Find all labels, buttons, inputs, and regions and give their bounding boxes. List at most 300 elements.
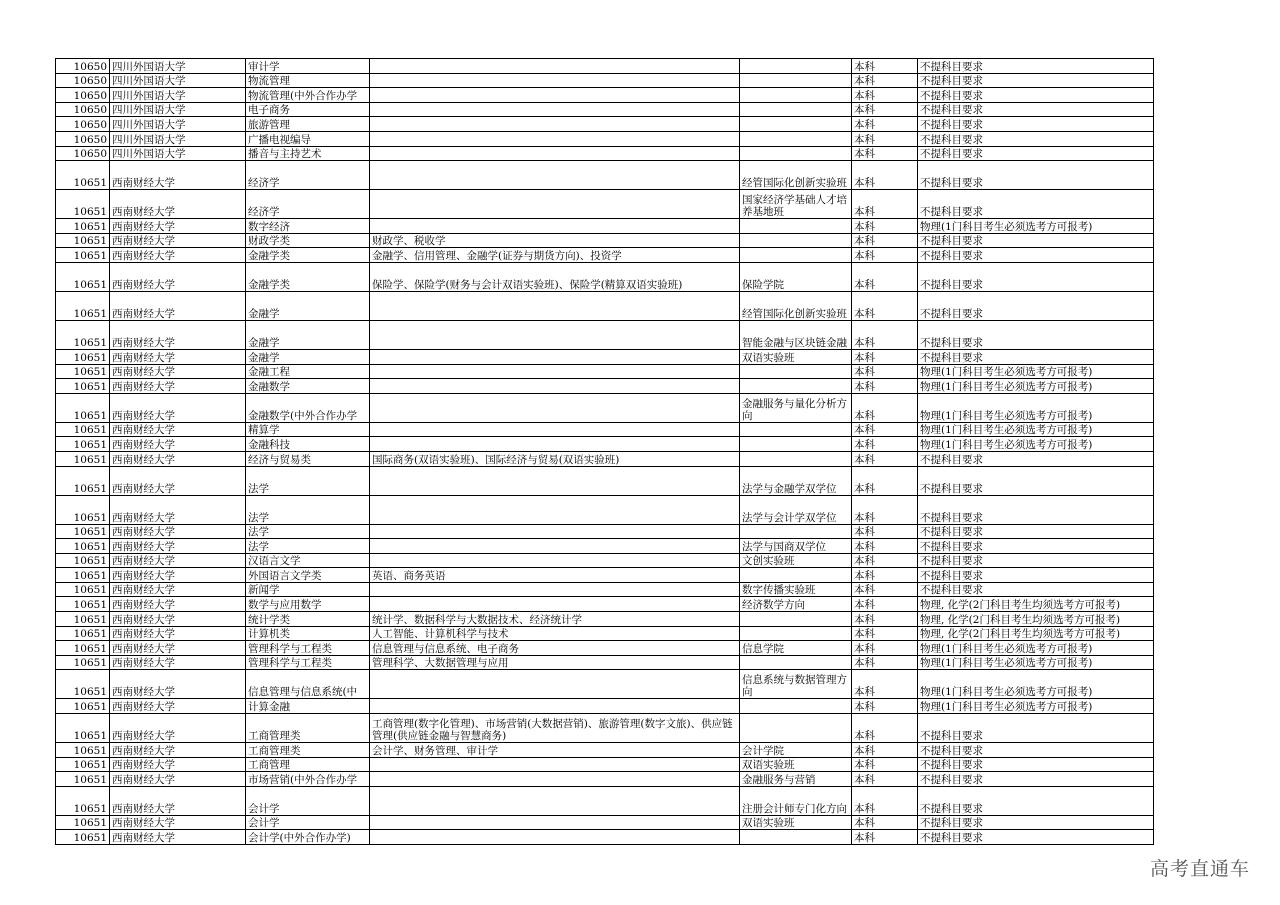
major-cell: 会计学 xyxy=(246,815,370,830)
school-code-cell: 10651 xyxy=(56,320,110,349)
major-cell: 会计学 xyxy=(246,786,370,815)
major-cell: 经济学 xyxy=(246,190,370,219)
remark-cell xyxy=(740,655,852,670)
school-code-cell: 10651 xyxy=(56,393,110,422)
school-code-cell: 10651 xyxy=(56,219,110,234)
school-code-cell: 10651 xyxy=(56,553,110,568)
included-majors-cell xyxy=(370,88,740,103)
subject-requirement-cell: 物理(1门科目考生必须选考方可报考) xyxy=(918,364,1154,379)
remark-cell: 国家经济学基础人才培养基地班 xyxy=(740,190,852,219)
subject-requirement-cell: 不提科目要求 xyxy=(918,743,1154,758)
school-name-cell: 西南财经大学 xyxy=(110,161,246,190)
major-cell: 广播电视编导 xyxy=(246,131,370,146)
table-row xyxy=(56,655,1154,670)
major-cell: 市场营销(中外合作办学 xyxy=(246,772,370,787)
subject-requirement-cell: 不提科目要求 xyxy=(918,524,1154,539)
table-row xyxy=(56,670,1154,699)
school-code-cell: 10651 xyxy=(56,786,110,815)
school-code-cell: 10651 xyxy=(56,612,110,627)
included-majors-cell xyxy=(370,699,740,714)
table-row xyxy=(56,568,1154,583)
included-majors-cell: 英语、商务英语 xyxy=(370,568,740,583)
remark-cell xyxy=(740,437,852,452)
remark-cell xyxy=(740,73,852,88)
table-row xyxy=(56,539,1154,554)
school-code-cell: 10650 xyxy=(56,117,110,132)
school-code-cell: 10651 xyxy=(56,161,110,190)
major-cell: 汉语言文学 xyxy=(246,553,370,568)
level-cell: 本科 xyxy=(852,233,918,248)
level-cell: 本科 xyxy=(852,743,918,758)
included-majors-cell xyxy=(370,379,740,394)
subject-requirement-cell: 不提科目要求 xyxy=(918,262,1154,291)
school-name-cell: 西南财经大学 xyxy=(110,655,246,670)
subject-requirement-cell: 物理(1门科目考生必须选考方可报考) xyxy=(918,437,1154,452)
remark-cell xyxy=(740,714,852,743)
subject-requirement-cell: 不提科目要求 xyxy=(918,161,1154,190)
included-majors-cell: 人工智能、计算机科学与技术 xyxy=(370,626,740,641)
level-cell: 本科 xyxy=(852,364,918,379)
school-name-cell: 西南财经大学 xyxy=(110,743,246,758)
subject-requirement-cell: 不提科目要求 xyxy=(918,349,1154,364)
school-code-cell: 10651 xyxy=(56,597,110,612)
school-code-cell: 10651 xyxy=(56,539,110,554)
school-name-cell: 西南财经大学 xyxy=(110,626,246,641)
school-name-cell: 西南财经大学 xyxy=(110,466,246,495)
subject-requirement-cell: 不提科目要求 xyxy=(918,786,1154,815)
major-cell: 管理科学与工程类 xyxy=(246,641,370,656)
remark-cell xyxy=(740,146,852,161)
subject-requirement-cell: 物理(1门科目考生必须选考方可报考) xyxy=(918,219,1154,234)
table-row xyxy=(56,102,1154,117)
table-row xyxy=(56,714,1154,743)
remark-cell xyxy=(740,117,852,132)
remark-cell xyxy=(740,248,852,263)
table-row xyxy=(56,422,1154,437)
remark-cell xyxy=(740,59,852,74)
major-cell: 精算学 xyxy=(246,422,370,437)
included-majors-cell xyxy=(370,190,740,219)
major-cell: 法学 xyxy=(246,466,370,495)
table-row xyxy=(56,437,1154,452)
major-cell: 金融工程 xyxy=(246,364,370,379)
remark-cell: 双语实验班 xyxy=(740,815,852,830)
level-cell: 本科 xyxy=(852,524,918,539)
remark-cell: 数字传播实验班 xyxy=(740,582,852,597)
table-row xyxy=(56,757,1154,772)
remark-cell: 法学与国商双学位 xyxy=(740,539,852,554)
major-cell: 旅游管理 xyxy=(246,117,370,132)
remark-cell: 法学与金融学双学位 xyxy=(740,466,852,495)
major-cell: 物流管理(中外合作办学 xyxy=(246,88,370,103)
major-cell: 金融学 xyxy=(246,320,370,349)
major-cell: 金融学类 xyxy=(246,248,370,263)
school-code-cell: 10651 xyxy=(56,815,110,830)
remark-cell: 保险学院 xyxy=(740,262,852,291)
major-cell: 法学 xyxy=(246,524,370,539)
remark-cell: 会计学院 xyxy=(740,743,852,758)
subject-requirement-cell: 不提科目要求 xyxy=(918,582,1154,597)
table-body xyxy=(56,59,1154,845)
table-row xyxy=(56,233,1154,248)
school-name-cell: 西南财经大学 xyxy=(110,524,246,539)
included-majors-cell xyxy=(370,349,740,364)
subject-requirement-cell: 不提科目要求 xyxy=(918,568,1154,583)
included-majors-cell xyxy=(370,117,740,132)
remark-cell: 双语实验班 xyxy=(740,349,852,364)
included-majors-cell xyxy=(370,597,740,612)
level-cell: 本科 xyxy=(852,815,918,830)
included-majors-cell xyxy=(370,553,740,568)
remark-cell: 经济数学方向 xyxy=(740,597,852,612)
school-code-cell: 10651 xyxy=(56,379,110,394)
subject-requirement-cell: 不提科目要求 xyxy=(918,248,1154,263)
school-code-cell: 10651 xyxy=(56,437,110,452)
school-name-cell: 西南财经大学 xyxy=(110,393,246,422)
level-cell: 本科 xyxy=(852,670,918,699)
major-cell: 审计学 xyxy=(246,59,370,74)
remark-cell: 经管国际化创新实验班 xyxy=(740,161,852,190)
level-cell: 本科 xyxy=(852,320,918,349)
major-cell: 工商管理类 xyxy=(246,743,370,758)
subject-requirement-cell: 不提科目要求 xyxy=(918,772,1154,787)
remark-cell xyxy=(740,422,852,437)
school-code-cell: 10651 xyxy=(56,291,110,320)
included-majors-cell xyxy=(370,437,740,452)
major-cell: 金融数学(中外合作办学 xyxy=(246,393,370,422)
table-row xyxy=(56,291,1154,320)
watermark: 高考直通车 xyxy=(1149,858,1250,880)
school-code-cell: 10651 xyxy=(56,190,110,219)
school-code-cell: 10650 xyxy=(56,59,110,74)
level-cell: 本科 xyxy=(852,699,918,714)
admission-table xyxy=(55,58,1154,845)
subject-requirement-cell: 不提科目要求 xyxy=(918,466,1154,495)
major-cell: 新闻学 xyxy=(246,582,370,597)
school-code-cell: 10651 xyxy=(56,233,110,248)
major-cell: 数学与应用数学 xyxy=(246,597,370,612)
level-cell: 本科 xyxy=(852,786,918,815)
school-code-cell: 10650 xyxy=(56,131,110,146)
school-code-cell: 10651 xyxy=(56,422,110,437)
subject-requirement-cell: 不提科目要求 xyxy=(918,553,1154,568)
remark-cell xyxy=(740,233,852,248)
school-name-cell: 西南财经大学 xyxy=(110,815,246,830)
school-code-cell: 10651 xyxy=(56,582,110,597)
subject-requirement-cell: 不提科目要求 xyxy=(918,102,1154,117)
included-majors-cell: 会计学、财务管理、审计学 xyxy=(370,743,740,758)
school-code-cell: 10651 xyxy=(56,466,110,495)
remark-cell: 金融服务与量化分析方向 xyxy=(740,393,852,422)
major-cell: 经济与贸易类 xyxy=(246,451,370,466)
school-code-cell: 10651 xyxy=(56,655,110,670)
school-name-cell: 西南财经大学 xyxy=(110,714,246,743)
level-cell: 本科 xyxy=(852,830,918,845)
subject-requirement-cell: 物理(1门科目考生必须选考方可报考) xyxy=(918,699,1154,714)
level-cell: 本科 xyxy=(852,131,918,146)
included-majors-cell xyxy=(370,772,740,787)
table-row xyxy=(56,364,1154,379)
subject-requirement-cell: 不提科目要求 xyxy=(918,757,1154,772)
level-cell: 本科 xyxy=(852,161,918,190)
major-cell: 会计学(中外合作办学) xyxy=(246,830,370,845)
table-row xyxy=(56,262,1154,291)
major-cell: 工商管理 xyxy=(246,757,370,772)
school-code-cell: 10650 xyxy=(56,88,110,103)
remark-cell xyxy=(740,451,852,466)
major-cell: 金融学 xyxy=(246,291,370,320)
included-majors-cell xyxy=(370,131,740,146)
school-name-cell: 四川外国语大学 xyxy=(110,59,246,74)
level-cell: 本科 xyxy=(852,553,918,568)
major-cell: 信息管理与信息系统(中 xyxy=(246,670,370,699)
table-row xyxy=(56,73,1154,88)
school-name-cell: 西南财经大学 xyxy=(110,437,246,452)
school-code-cell: 10651 xyxy=(56,714,110,743)
level-cell: 本科 xyxy=(852,539,918,554)
school-code-cell: 10651 xyxy=(56,670,110,699)
level-cell: 本科 xyxy=(852,626,918,641)
table-row xyxy=(56,612,1154,627)
subject-requirement-cell: 不提科目要求 xyxy=(918,451,1154,466)
school-code-cell: 10651 xyxy=(56,451,110,466)
level-cell: 本科 xyxy=(852,641,918,656)
subject-requirement-cell: 不提科目要求 xyxy=(918,233,1154,248)
major-cell: 金融学 xyxy=(246,349,370,364)
school-name-cell: 四川外国语大学 xyxy=(110,131,246,146)
school-name-cell: 西南财经大学 xyxy=(110,291,246,320)
major-cell: 金融学类 xyxy=(246,262,370,291)
remark-cell: 金融服务与营销 xyxy=(740,772,852,787)
school-name-cell: 西南财经大学 xyxy=(110,612,246,627)
school-name-cell: 西南财经大学 xyxy=(110,670,246,699)
table-row xyxy=(56,597,1154,612)
school-code-cell: 10651 xyxy=(56,743,110,758)
table-row xyxy=(56,219,1154,234)
subject-requirement-cell: 不提科目要求 xyxy=(918,320,1154,349)
included-majors-cell: 管理科学、大数据管理与应用 xyxy=(370,655,740,670)
school-code-cell: 10651 xyxy=(56,262,110,291)
school-name-cell: 西南财经大学 xyxy=(110,495,246,524)
included-majors-cell xyxy=(370,670,740,699)
included-majors-cell xyxy=(370,539,740,554)
included-majors-cell xyxy=(370,757,740,772)
school-code-cell: 10651 xyxy=(56,248,110,263)
major-cell: 数字经济 xyxy=(246,219,370,234)
school-name-cell: 西南财经大学 xyxy=(110,830,246,845)
level-cell: 本科 xyxy=(852,248,918,263)
included-majors-cell xyxy=(370,466,740,495)
level-cell: 本科 xyxy=(852,714,918,743)
school-name-cell: 西南财经大学 xyxy=(110,451,246,466)
school-name-cell: 西南财经大学 xyxy=(110,262,246,291)
school-name-cell: 西南财经大学 xyxy=(110,641,246,656)
included-majors-cell xyxy=(370,161,740,190)
school-name-cell: 西南财经大学 xyxy=(110,320,246,349)
school-name-cell: 西南财经大学 xyxy=(110,786,246,815)
major-cell: 管理科学与工程类 xyxy=(246,655,370,670)
school-code-cell: 10651 xyxy=(56,626,110,641)
table-row xyxy=(56,772,1154,787)
table-row xyxy=(56,451,1154,466)
remark-cell xyxy=(740,219,852,234)
included-majors-cell xyxy=(370,146,740,161)
school-name-cell: 西南财经大学 xyxy=(110,699,246,714)
included-majors-cell xyxy=(370,524,740,539)
included-majors-cell xyxy=(370,219,740,234)
table-row xyxy=(56,743,1154,758)
remark-cell xyxy=(740,612,852,627)
level-cell: 本科 xyxy=(852,379,918,394)
remark-cell xyxy=(740,830,852,845)
subject-requirement-cell: 物理, 化学(2门科目考生均须选考方可报考) xyxy=(918,626,1154,641)
included-majors-cell xyxy=(370,815,740,830)
included-majors-cell: 信息管理与信息系统、电子商务 xyxy=(370,641,740,656)
major-cell: 统计学类 xyxy=(246,612,370,627)
remark-cell xyxy=(740,524,852,539)
included-majors-cell: 统计学、数据科学与大数据技术、经济统计学 xyxy=(370,612,740,627)
major-cell: 工商管理类 xyxy=(246,714,370,743)
subject-requirement-cell: 不提科目要求 xyxy=(918,830,1154,845)
level-cell: 本科 xyxy=(852,146,918,161)
level-cell: 本科 xyxy=(852,597,918,612)
level-cell: 本科 xyxy=(852,88,918,103)
school-name-cell: 四川外国语大学 xyxy=(110,102,246,117)
level-cell: 本科 xyxy=(852,262,918,291)
remark-cell: 信息系统与数据管理方向 xyxy=(740,670,852,699)
level-cell: 本科 xyxy=(852,466,918,495)
level-cell: 本科 xyxy=(852,568,918,583)
included-majors-cell: 工商管理(数字化管理)、市场营销(大数据营销)、旅游管理(数字文旅)、供应链管理(供应链金融与智慧商务) xyxy=(370,714,740,743)
table-row xyxy=(56,190,1154,219)
school-name-cell: 四川外国语大学 xyxy=(110,88,246,103)
table-row xyxy=(56,117,1154,132)
level-cell: 本科 xyxy=(852,349,918,364)
included-majors-cell xyxy=(370,393,740,422)
remark-cell xyxy=(740,364,852,379)
subject-requirement-cell: 不提科目要求 xyxy=(918,815,1154,830)
remark-cell: 法学与会计学双学位 xyxy=(740,495,852,524)
remark-cell: 信息学院 xyxy=(740,641,852,656)
school-name-cell: 西南财经大学 xyxy=(110,349,246,364)
included-majors-cell xyxy=(370,582,740,597)
subject-requirement-cell: 物理, 化学(2门科目考生均须选考方可报考) xyxy=(918,612,1154,627)
included-majors-cell xyxy=(370,830,740,845)
subject-requirement-cell: 不提科目要求 xyxy=(918,495,1154,524)
level-cell: 本科 xyxy=(852,190,918,219)
school-name-cell: 四川外国语大学 xyxy=(110,117,246,132)
school-name-cell: 西南财经大学 xyxy=(110,219,246,234)
school-code-cell: 10650 xyxy=(56,146,110,161)
level-cell: 本科 xyxy=(852,73,918,88)
table-row xyxy=(56,161,1154,190)
remark-cell xyxy=(740,626,852,641)
table-row xyxy=(56,641,1154,656)
school-name-cell: 西南财经大学 xyxy=(110,233,246,248)
level-cell: 本科 xyxy=(852,437,918,452)
table-row xyxy=(56,466,1154,495)
school-name-cell: 西南财经大学 xyxy=(110,553,246,568)
subject-requirement-cell: 不提科目要求 xyxy=(918,117,1154,132)
table-row xyxy=(56,88,1154,103)
remark-cell xyxy=(740,699,852,714)
level-cell: 本科 xyxy=(852,219,918,234)
school-name-cell: 四川外国语大学 xyxy=(110,73,246,88)
remark-cell xyxy=(740,102,852,117)
table-row xyxy=(56,786,1154,815)
school-name-cell: 四川外国语大学 xyxy=(110,146,246,161)
included-majors-cell xyxy=(370,495,740,524)
school-code-cell: 10651 xyxy=(56,495,110,524)
remark-cell xyxy=(740,568,852,583)
included-majors-cell: 保险学、保险学(财务与会计双语实验班)、保险学(精算双语实验班) xyxy=(370,262,740,291)
school-name-cell: 西南财经大学 xyxy=(110,597,246,612)
subject-requirement-cell: 不提科目要求 xyxy=(918,291,1154,320)
subject-requirement-cell: 物理(1门科目考生必须选考方可报考) xyxy=(918,670,1154,699)
table-row xyxy=(56,699,1154,714)
school-name-cell: 西南财经大学 xyxy=(110,364,246,379)
level-cell: 本科 xyxy=(852,655,918,670)
table-row xyxy=(56,495,1154,524)
school-name-cell: 西南财经大学 xyxy=(110,190,246,219)
subject-requirement-cell: 物理, 化学(2门科目考生均须选考方可报考) xyxy=(918,597,1154,612)
school-code-cell: 10651 xyxy=(56,568,110,583)
remark-cell: 双语实验班 xyxy=(740,757,852,772)
remark-cell: 智能金融与区块链金融 xyxy=(740,320,852,349)
subject-requirement-cell: 物理(1门科目考生必须选考方可报考) xyxy=(918,393,1154,422)
subject-requirement-cell: 不提科目要求 xyxy=(918,131,1154,146)
major-cell: 法学 xyxy=(246,495,370,524)
table-row xyxy=(56,320,1154,349)
major-cell: 金融数学 xyxy=(246,379,370,394)
included-majors-cell: 金融学、信用管理、金融学(证券与期货方向)、投资学 xyxy=(370,248,740,263)
level-cell: 本科 xyxy=(852,772,918,787)
included-majors-cell: 财政学、税收学 xyxy=(370,233,740,248)
subject-requirement-cell: 物理(1门科目考生必须选考方可报考) xyxy=(918,655,1154,670)
school-code-cell: 10651 xyxy=(56,757,110,772)
included-majors-cell xyxy=(370,59,740,74)
included-majors-cell xyxy=(370,422,740,437)
major-cell: 电子商务 xyxy=(246,102,370,117)
school-code-cell: 10650 xyxy=(56,73,110,88)
level-cell: 本科 xyxy=(852,495,918,524)
subject-requirement-cell: 不提科目要求 xyxy=(918,146,1154,161)
remark-cell xyxy=(740,379,852,394)
included-majors-cell xyxy=(370,320,740,349)
level-cell: 本科 xyxy=(852,612,918,627)
table-row xyxy=(56,815,1154,830)
major-cell: 外国语言文学类 xyxy=(246,568,370,583)
included-majors-cell xyxy=(370,102,740,117)
table-row xyxy=(56,146,1154,161)
table-row xyxy=(56,248,1154,263)
school-code-cell: 10650 xyxy=(56,102,110,117)
major-cell: 经济学 xyxy=(246,161,370,190)
remark-cell: 文创实验班 xyxy=(740,553,852,568)
school-name-cell: 西南财经大学 xyxy=(110,379,246,394)
school-name-cell: 西南财经大学 xyxy=(110,422,246,437)
subject-requirement-cell: 物理(1门科目考生必须选考方可报考) xyxy=(918,422,1154,437)
major-cell: 物流管理 xyxy=(246,73,370,88)
school-code-cell: 10651 xyxy=(56,641,110,656)
school-name-cell: 西南财经大学 xyxy=(110,582,246,597)
school-code-cell: 10651 xyxy=(56,772,110,787)
level-cell: 本科 xyxy=(852,102,918,117)
table-row xyxy=(56,626,1154,641)
included-majors-cell xyxy=(370,786,740,815)
major-cell: 法学 xyxy=(246,539,370,554)
level-cell: 本科 xyxy=(852,393,918,422)
